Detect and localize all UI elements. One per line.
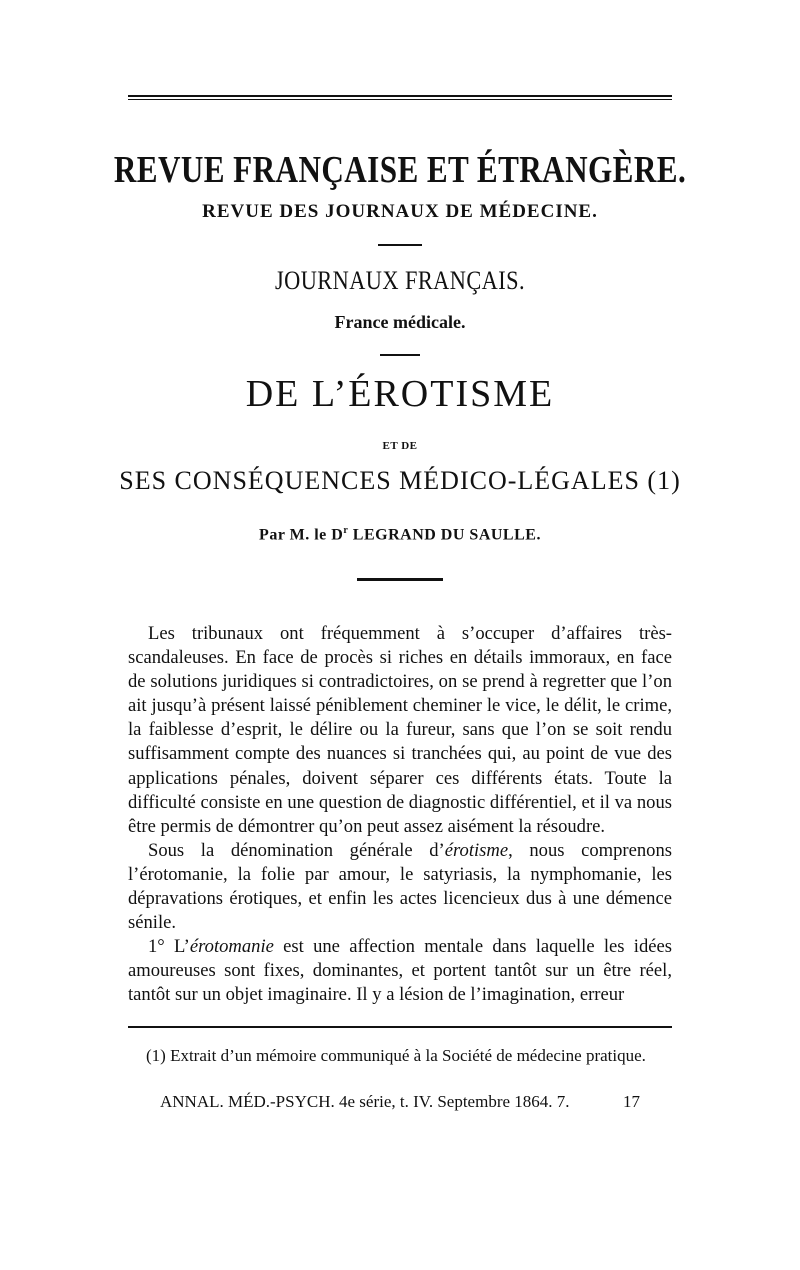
footnote-rule <box>128 1026 672 1028</box>
byline <box>0 525 800 544</box>
section-heading: JOURNAUX FRANÇAIS. <box>274 266 526 295</box>
journal-subtitle: REVUE DES JOURNAUX DE MÉDECINE. <box>202 201 598 222</box>
byline-sup: r <box>343 525 349 536</box>
divider <box>380 354 420 356</box>
paragraph <box>128 935 672 1007</box>
byline-prefix: Par M. le D <box>259 526 344 544</box>
text-run: est une affection mentale dans laquelle les idées amoureuses sont fixes, dominantes, et portent tantôt sur un être réel, tantôt sur un objet imaginaire. Il y a lésion de l’imagination, erreur <box>128 936 672 1006</box>
title-connector: ET DE <box>382 440 418 452</box>
page-footer <box>160 1092 640 1112</box>
top-rule-thin <box>128 99 672 100</box>
source-journal: France médicale. <box>334 312 466 332</box>
divider <box>378 244 422 246</box>
text-run: Sous la dénomination générale d’ <box>148 839 445 861</box>
ornament-rule <box>357 578 443 581</box>
paragraph: Les tribunaux ont fréquemment à s’occuper d’affaires très-scandaleuses. En face de procès si riches en détails immoraux, en face de solutions juridiques si contradictoires, on se prend à regretter que l’on ait jusqu’à présent laissé péniblement cheminer le vice, le délit, le crime, la faiblesse d’esprit, le délire ou la fureur, sans que l’on se soit rendu suffisamment compte des nuances si tranchées qui, au point de vue des applications pénales, doivent séparer ces différents états. Toute la difficulté consiste en une question de diagnostic différentiel, et il va nous être permis de démontrer qu’on peut assez aisément la résoudre. <box>128 623 672 837</box>
article-body <box>128 622 672 1008</box>
emphasis: érotomanie <box>189 936 274 958</box>
article-title: DE L’ÉROTISME <box>245 373 555 415</box>
top-rule <box>128 95 672 97</box>
journal-title: REVUE FRANÇAISE ET ÉTRANGÈRE. <box>113 149 687 191</box>
footnote-text: (1) Extrait d’un mémoire communiqué à la Société de médecine pratique. <box>146 1046 646 1065</box>
emphasis: érotisme <box>444 839 509 861</box>
footnote <box>128 1045 672 1066</box>
paragraph <box>128 839 672 935</box>
footer-citation: ANNAL. MÉD.-PSYCH. 4e série, t. IV. Septembre 1864. 7. <box>160 1092 570 1111</box>
text-run: 1° L’ <box>148 936 190 958</box>
page-number: 17 <box>623 1092 640 1111</box>
byline-author: LEGRAND DU SAULLE. <box>348 526 541 544</box>
article-subtitle: SES CONSÉQUENCES MÉDICO-LÉGALES (1) <box>119 466 681 495</box>
text-run: , nous comprenons l’érotomanie, la folie par amour, le satyriasis, la nymphomanie, les dépravations érotiques, et enfin les actes licencieux dus à une démence sénile. <box>128 839 672 934</box>
